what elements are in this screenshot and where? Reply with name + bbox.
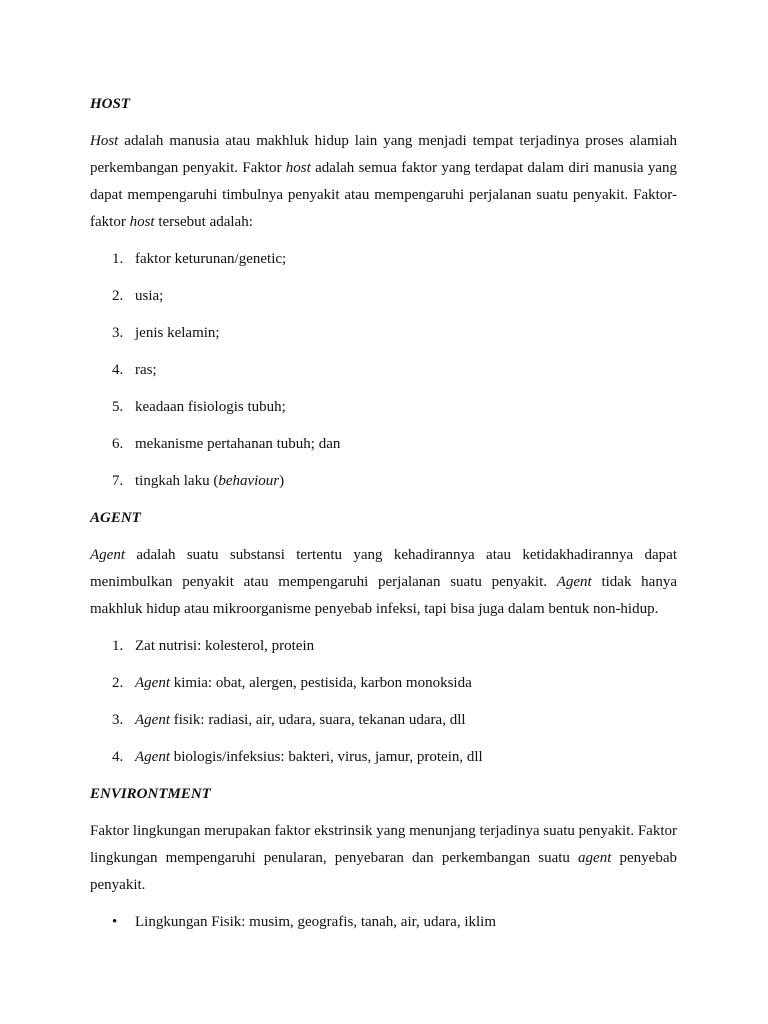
section-heading-environment: ENVIRONTMENT — [90, 786, 211, 802]
italic-term: Agent — [135, 749, 170, 765]
text-run: mekanisme pertahanan tubuh; dan — [135, 436, 341, 452]
section-heading-host: HOST — [90, 96, 131, 112]
agent-type-list — [90, 633, 677, 771]
text-run: tersebut adalah: — [154, 214, 253, 230]
list-item-text — [135, 288, 163, 304]
text-run: kimia: obat, alergen, pestisida, karbon monoksida — [170, 675, 472, 691]
host-factor-list — [90, 246, 677, 495]
list-number: 7. — [112, 473, 124, 489]
environment-factor-list — [90, 909, 677, 936]
bullet-icon: • — [112, 914, 118, 930]
text-run: adalah semua faktor yang terdapat dalam diri manusia yang dapat mempengaruhi timbulnya penyakit atau mempengaruhi perjalanan suatu penyakit. Faktor-faktor — [90, 160, 677, 230]
list-item-text — [135, 638, 314, 654]
list-item — [90, 394, 677, 421]
list-item-text — [135, 251, 286, 267]
text-run: keadaan fisiologis tubuh; — [135, 399, 286, 415]
list-item — [90, 357, 677, 384]
list-item-text — [135, 436, 340, 452]
italic-term: host — [129, 214, 155, 230]
list-item-text — [135, 473, 284, 489]
text-run: Lingkungan Fisik: musim, geografis, tanah, air, udara, iklim — [135, 914, 497, 930]
list-item — [90, 909, 677, 936]
list-item — [90, 670, 677, 697]
text-run: ) — [279, 473, 285, 489]
list-number: 4. — [112, 749, 124, 765]
italic-term: Host — [90, 133, 119, 149]
host-paragraph — [90, 128, 677, 236]
list-number: 3. — [112, 325, 124, 341]
italic-term: Agent — [135, 675, 170, 691]
list-item-text — [135, 914, 496, 930]
italic-term: Agent — [556, 574, 592, 590]
list-item-text — [135, 675, 472, 691]
list-number: 4. — [112, 362, 124, 378]
list-item-text — [135, 749, 483, 765]
text-run: Zat nutrisi: kolesterol, protein — [135, 638, 315, 654]
agent-paragraph — [90, 542, 677, 623]
environment-paragraph — [90, 818, 677, 899]
list-item — [90, 320, 677, 347]
text-run: ras; — [135, 362, 157, 378]
italic-term: agent — [578, 850, 612, 866]
italic-term: behaviour — [218, 473, 280, 489]
list-item-text — [135, 399, 286, 415]
list-number: 2. — [112, 288, 124, 304]
text-run: adalah suatu substansi tertentu yang kehadirannya atau ketidakhadirannya dapat menimbulkan penyakit atau mempengaruhi perjalanan suatu penyakit. — [90, 547, 677, 590]
list-number: 6. — [112, 436, 124, 452]
text-run: tidak hanya makhluk hidup atau mikroorganisme penyebab infeksi, tapi bisa juga dalam bentuk non-hidup. — [90, 574, 677, 617]
list-number: 1. — [112, 251, 124, 267]
list-item-text — [135, 362, 157, 378]
text-run: Faktor lingkungan merupakan faktor ekstrinsik yang menunjang terjadinya suatu penyakit. Faktor lingkungan mempengaruhi penularan, penyebaran dan perkembangan suatu — [90, 823, 677, 866]
list-item — [90, 431, 677, 458]
list-number: 3. — [112, 712, 124, 728]
list-item — [90, 468, 677, 495]
text-run: biologis/infeksius: bakteri, virus, jamur, protein, dll — [170, 749, 483, 765]
list-item — [90, 246, 677, 273]
text-run: penyebab penyakit. — [90, 850, 677, 893]
list-item — [90, 744, 677, 771]
list-item — [90, 707, 677, 734]
italic-term: Agent — [90, 547, 125, 563]
list-item-text — [135, 712, 466, 728]
list-item-text — [135, 325, 220, 341]
text-run: fisik: radiasi, air, udara, suara, tekanan udara, dll — [170, 712, 466, 728]
list-number: 2. — [112, 675, 124, 691]
text-run: tingkah laku ( — [135, 473, 219, 489]
italic-term: host — [285, 160, 311, 176]
list-number: 5. — [112, 399, 124, 415]
list-item — [90, 633, 677, 660]
text-run: usia; — [135, 288, 164, 304]
text-run: jenis kelamin; — [135, 325, 220, 341]
list-number: 1. — [112, 638, 124, 654]
text-run: faktor keturunan/genetic; — [135, 251, 287, 267]
list-item — [90, 283, 677, 310]
italic-term: Agent — [135, 712, 170, 728]
document-page — [90, 91, 677, 946]
section-heading-agent: AGENT — [90, 510, 141, 526]
text-run: adalah manusia atau makhluk hidup lain yang menjadi tempat terjadinya proses alamiah perkembangan penyakit. Faktor — [90, 133, 677, 176]
